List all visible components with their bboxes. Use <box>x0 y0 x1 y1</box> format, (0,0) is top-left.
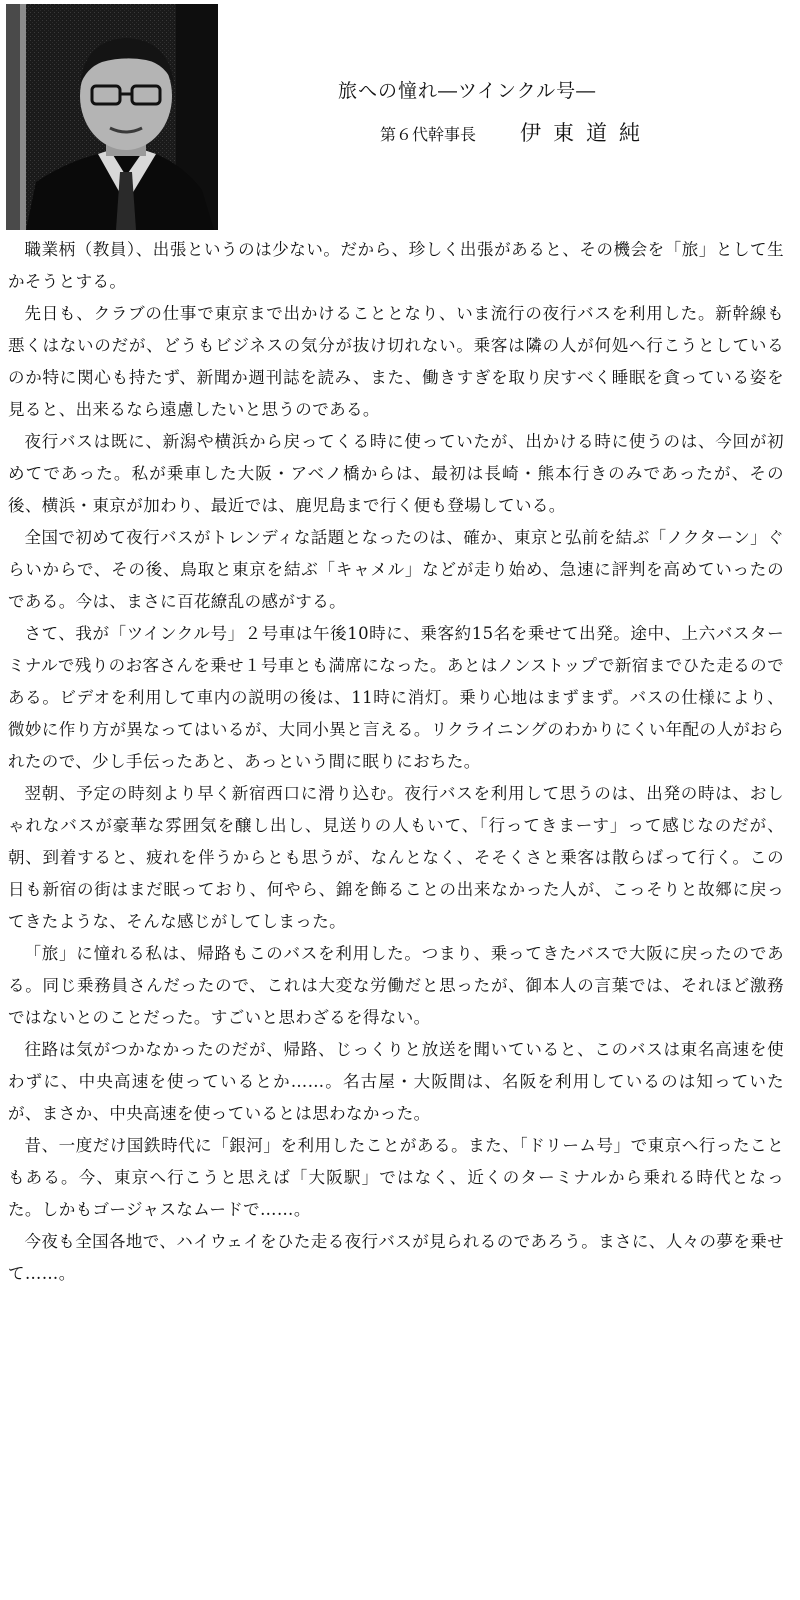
paragraph: 昔、一度だけ国鉄時代に「銀河」を利用したことがある。また、「ドリーム号」で東京へ行ったこともある。今、東京へ行こうと思えば「大阪駅」ではなく、近くのターミナルから乗れる時代となった。しかもゴージャスなムードで……。 <box>8 1136 784 1219</box>
portrait-image <box>6 4 218 230</box>
paragraph: 夜行バスは既に、新潟や横浜から戻ってくる時に使っていたが、出かける時に使うのは、今回が初めてであった。私が乗車した大阪・アベノ橋からは、最初は長崎・熊本行きのみであったが、その後、横浜・東京が加わり、最近では、鹿児島まで行く便も登場している。 <box>8 432 784 515</box>
article-header <box>338 76 778 147</box>
article-title: 旅への憧れ―ツインクル号― <box>338 80 597 102</box>
paragraph: 全国で初めて夜行バスがトレンディな話題となったのは、確か、東京と弘前を結ぶ「ノクターン」ぐらいからで、その後、鳥取と東京を結ぶ「キャメル」などが走り始め、急速に評判を高めていったのである。今は、まさに百花繚乱の感がする。 <box>8 528 784 611</box>
author-name: 伊東道純 <box>520 121 653 145</box>
paragraph: 先日も、クラブの仕事で東京まで出かけることとなり、いま流行の夜行バスを利用した。新幹線も悪くはないのだが、どうもビジネスの気分が抜け切れない。乗客は隣の人が何処へ行こうとしているのか特に関心も持たず、新聞か週刊誌を読み、また、働きすぎを取り戻すべく睡眠を貪っている姿を見ると、出来るなら遠慮したいと思うのである。 <box>8 304 784 419</box>
paragraph: 「旅」に憧れる私は、帰路もこのバスを利用した。つまり、乗ってきたバスで大阪に戻ったのである。同じ乗務員さんだったので、これは大変な労働だと思ったが、御本人の言葉では、それほど激務ではないとのことだった。すごいと思わざるを得ない。 <box>8 944 784 1027</box>
paragraph: 往路は気がつかなかったのだが、帰路、じっくりと放送を聞いていると、このバスは東名高速を使わずに、中央高速を使っているとか……。名古屋・大阪間は、名阪を利用しているのは知っていたが、まさか、中央高速を使っているとは思わなかった。 <box>8 1040 784 1123</box>
paragraph: さて、我が「ツインクル号」２号車は午後10時に、乗客約15名を乗せて出発。途中、上六バスターミナルで残りのお客さんを乗せ１号車とも満席になった。あとはノンストップで新宿までひた走るのである。ビデオを利用して車内の説明の後は、11時に消灯。乗り心地はまずまず。バスの仕様により、微妙に作り方が異なってはいるが、大同小異と言える。リクライニングのわかりにくい年配の人がおられたので、少し手伝ったあと、あっという間に眠りにおちた。 <box>8 624 784 771</box>
author-line <box>380 117 778 147</box>
paragraph: 翌朝、予定の時刻より早く新宿西口に滑り込む。夜行バスを利用して思うのは、出発の時は、おしゃれなバスが豪華な雰囲気を醸し出し、見送りの人もいて、「行ってきまーす」って感じなのだが、朝、到着すると、疲れを伴うからとも思うが、なんとなく、そそくさと乗客は散らばって行く。この日も新宿の街はまだ眠っており、何やら、錦を飾ることの出来なかった人が、こっそりと故郷に戻ってきたような、そんな感じがしてしまった。 <box>8 784 784 931</box>
article-body <box>8 234 784 1290</box>
author-role: 第６代幹事長 <box>380 125 477 144</box>
paragraph: 今夜も全国各地で、ハイウェイをひた走る夜行バスが見られるのであろう。まさに、人々の夢を乗せて……。 <box>8 1232 785 1283</box>
paragraph: 職業柄（教員）、出張というのは少ない。だから、珍しく出張があると、その機会を「旅」として生かそうとする。 <box>8 240 784 291</box>
author-portrait <box>6 4 218 230</box>
